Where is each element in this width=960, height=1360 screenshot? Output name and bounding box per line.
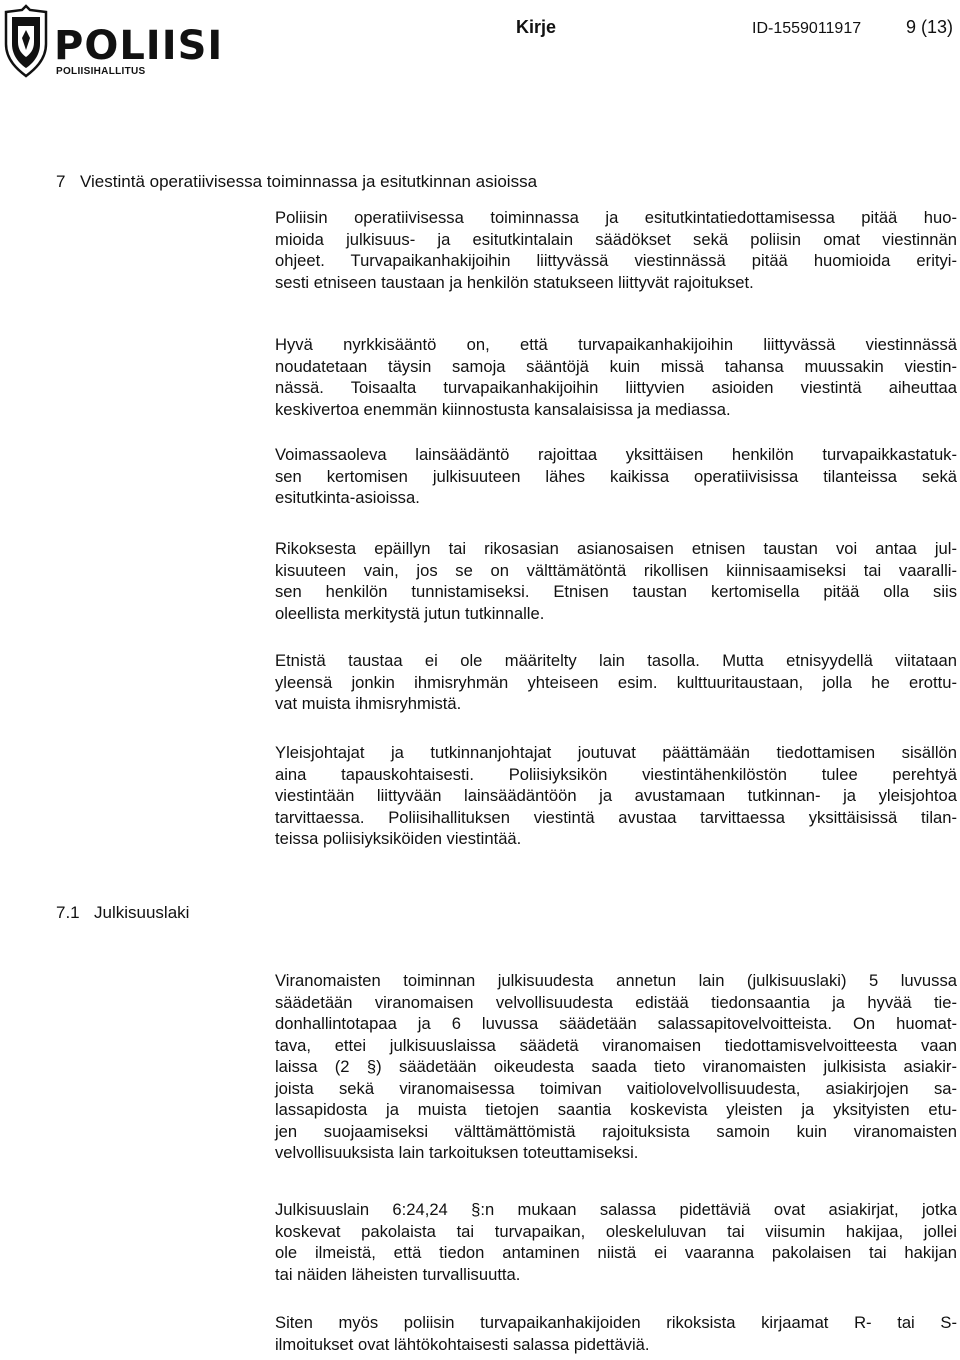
poliisi-logo bbox=[2, 4, 224, 80]
paragraph-line: sen henkilön tunnistamiseksi. Etnisen taustan kertomisella pitää olla siis bbox=[275, 582, 957, 601]
section-heading-7 bbox=[56, 172, 537, 192]
paragraph-line: säädetään viranomaisen velvollisuudesta edistää tiedonsaantia ja hyvää tie- bbox=[275, 992, 957, 1012]
paragraph-line: joista sekä viranomaisessa toimivan vaitiolovelvollisuudesta, asiakirjojen sa- bbox=[275, 1078, 957, 1098]
paragraph-line: Etnistä taustaa ei ole määritelty lain tasolla. Mutta etnisyydellä viitataan bbox=[275, 651, 957, 670]
paragraph bbox=[275, 334, 957, 420]
paragraph-line: ole ilmeistä, että tiedon antaminen niistä ei vaaranna pakolaisen tai hakijan bbox=[275, 1243, 957, 1262]
logo-wordmark: POLIISI bbox=[54, 23, 224, 69]
paragraph-line: Julkisuuslain 6:24,24 §:n mukaan salassa pidettäviä ovat asiakirjat, jotka bbox=[275, 1200, 957, 1219]
paragraph-line: Poliisin operatiivisessa toiminnassa ja esitutkintatiedottamisessa pitää huo- bbox=[275, 208, 957, 227]
paragraph-line: kisuuteen vain, jos se on välttämätöntä rikollisen kiinnisaamiseksi tai vaaralli- bbox=[275, 560, 957, 580]
paragraph-line: lassapidosta ja muista tietojen saantia koskevista yleisten ja yksityisten etu- bbox=[275, 1100, 957, 1119]
paragraph-line: mioida julkisuus- ja esitutkintalain säädökset sekä poliisin omat viestinnän bbox=[275, 229, 957, 249]
paragraph-line: Voimassaoleva lainsäädäntö rajoittaa yksittäisen henkilön turvapaikkastatuk- bbox=[275, 445, 957, 464]
paragraph-line: esitutkinta-asioissa. bbox=[275, 488, 420, 507]
paragraph-line: tarvittaessa. Poliisihallituksen viestintä avustaa tarvittaessa yksittäisissä tilan- bbox=[275, 807, 957, 827]
paragraph-line: nässä. Toisaalta turvapaikanhakijoihin liittyvien asioiden viestintä aiheuttaa bbox=[275, 378, 957, 397]
paragraph-line: viestintään liittyvään lainsäädäntöön ja avustamaan tutkinnan- ja yleisjohtoa bbox=[275, 786, 957, 805]
paragraph-line: Viranomaisten toiminnan julkisuudesta annetun lain (julkisuuslaki) 5 luvussa bbox=[275, 971, 957, 990]
paragraph-line: donhallintotapaa ja 6 luvussa säädetään salassapitovelvoitteista. On huomat- bbox=[275, 1014, 957, 1033]
section-title: Viestintä operatiivisessa toiminnassa ja esitutkinnan asioissa bbox=[80, 172, 538, 191]
paragraph-line: vat muista ihmisryhmistä. bbox=[275, 694, 462, 713]
paragraph-line: ohjeet. Turvapaikanhakijoihin liittyvässä viestinnässä pitää huomioida erityi- bbox=[275, 251, 957, 270]
paragraph bbox=[275, 1199, 957, 1285]
paragraph-line: sen kertomisen julkisuuteen lähes kaikissa operatiivisissa tilanteissa sekä bbox=[275, 466, 957, 486]
paragraph-line: oleellista merkitystä jutun tutkinnalle. bbox=[275, 603, 545, 623]
paragraph bbox=[275, 970, 957, 1164]
paragraph-line: ilmoitukset ovat lähtökohtaisesti salassa pidettäviä. bbox=[275, 1334, 650, 1354]
section-title: Julkisuuslaki bbox=[94, 903, 190, 922]
paragraph bbox=[275, 650, 957, 715]
paragraph-line: yleensä jonkin ihmisryhmän yhteiseen esim. kulttuuritaustaan, jolla he erottu- bbox=[275, 672, 957, 692]
paragraph-line: koskevat pakolaista tai turvapaikan, oleskeluluvan tai viisumin hakijaa, jollei bbox=[275, 1221, 957, 1241]
page-number: 9 (13) bbox=[906, 17, 954, 37]
paragraph-line: Siten myös poliisin turvapaikanhakijoiden rikoksista kirjaamat R- tai S- bbox=[275, 1313, 957, 1332]
paragraph-line: teissa poliisiyksiköiden viestintää. bbox=[275, 829, 522, 848]
paragraph-line: noudatetaan täysin samoja sääntöjä kuin missä tahansa muussakin viestin- bbox=[275, 356, 957, 376]
paragraph-line: Hyvä nyrkkisääntö on, että turvapaikanhakijoihin liittyvässä viestinnässä bbox=[275, 335, 957, 354]
document-type: Kirje bbox=[516, 17, 557, 37]
paragraph-line: sesti etniseen taustaan ja henkilön statukseen liittyvät rajoitukset. bbox=[275, 272, 754, 292]
paragraph bbox=[275, 444, 957, 509]
paragraph bbox=[275, 1312, 957, 1355]
paragraph-line: jen suojaamiseksi välttämättömistä rajoituksista samoin kuin viranomaisten bbox=[275, 1121, 957, 1141]
paragraph-line: laissa (2 §) säädetään oikeudesta saada tieto viranomaisten julkisista asiakir- bbox=[275, 1057, 957, 1076]
paragraph-line: Yleisjohtajat ja tutkinnanjohtajat joutuvat päättämään tiedottamisen sisällön bbox=[275, 743, 957, 762]
paragraph-line: aina tapauskohtaisesti. Poliisiyksikön viestintähenkilöstön tulee perehtyä bbox=[275, 764, 957, 784]
paragraph-line: tava, ettei julkisuuslaissa säädetä viranomaisen tiedottamisvelvoitteesta vaan bbox=[275, 1035, 957, 1055]
section-heading-7-1 bbox=[56, 903, 189, 923]
paragraph-line: Rikoksesta epäillyn tai rikosasian asianosaisen etnisen taustan voi antaa jul- bbox=[275, 539, 957, 558]
paragraph-line: tai näiden läheisten turvallisuutta. bbox=[275, 1264, 521, 1284]
paragraph bbox=[275, 538, 957, 624]
section-number: 7 bbox=[56, 172, 66, 191]
logo-subtitle: POLIISIHALLITUS bbox=[56, 66, 146, 77]
document-id: ID-1559011917 bbox=[752, 20, 862, 37]
paragraph-line: keskivertoa enemmän kiinnostusta kansalaisissa ja mediassa. bbox=[275, 399, 731, 419]
section-number: 7.1 bbox=[56, 903, 80, 922]
paragraph bbox=[275, 207, 957, 293]
paragraph bbox=[275, 742, 957, 850]
paragraph-line: velvollisuuksista lain tarkoituksen toteuttamiseksi. bbox=[275, 1143, 639, 1162]
